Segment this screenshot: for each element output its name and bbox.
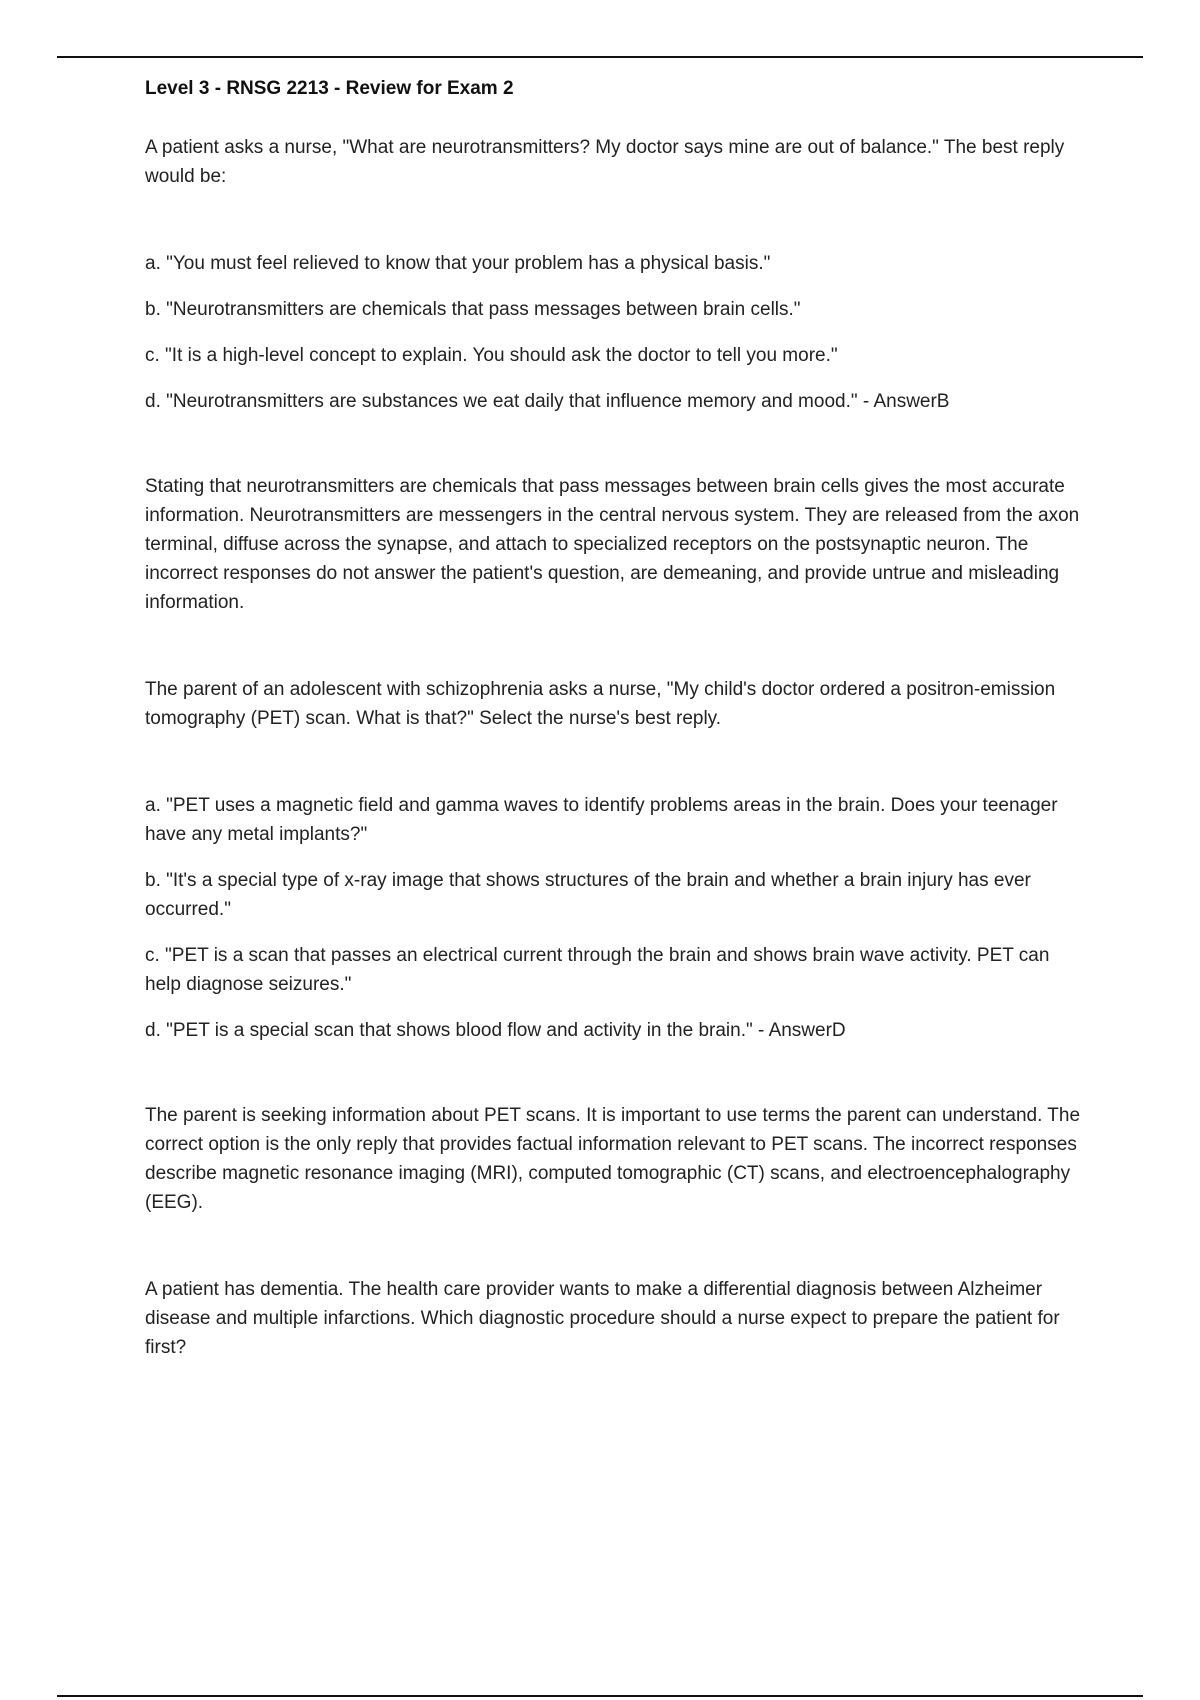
question-3 bbox=[145, 1275, 1090, 1362]
question-1-option-c: c. "It is a high-level concept to explain. You should ask the doctor to tell you more." bbox=[145, 345, 838, 366]
question-2-rationale: The parent is seeking information about PET scans. It is important to use terms the parent can understand. The correct option is the only reply that provides factual information relevant to PET scans. The incorrect responses describe magnetic resonance imaging (MRI), computed tomographic (CT) scans, and electroencephalography (EEG). bbox=[145, 1105, 1081, 1213]
question-1-option-a: a. "You must feel relieved to know that your problem has a physical basis." bbox=[145, 253, 771, 274]
question-1-options bbox=[145, 249, 1090, 416]
question-2-stem: The parent of an adolescent with schizophrenia asks a nurse, "My child's doctor ordered a positron-emission tomography (PET) scan. What is that?" Select the nurse's best reply. bbox=[145, 679, 1056, 729]
question-2-option-d: d. "PET is a special scan that shows blood flow and activity in the brain." - AnswerD bbox=[145, 1020, 846, 1041]
question-2 bbox=[145, 675, 1090, 1217]
question-2-option-a: a. "PET uses a magnetic field and gamma waves to identify problems areas in the brain. Does your teenager have any metal implants?" bbox=[145, 795, 1058, 845]
question-1-stem: A patient asks a nurse, "What are neurotransmitters? My doctor says mine are out of balance." The best reply would be: bbox=[145, 137, 1065, 187]
document-body bbox=[145, 74, 1090, 1420]
question-2-options bbox=[145, 791, 1090, 1045]
question-3-stem: A patient has dementia. The health care provider wants to make a differential diagnosis between Alzheimer disease and multiple infarctions. Which diagnostic procedure should a nurse expect to prepare the patient for first? bbox=[145, 1279, 1060, 1358]
question-2-option-b: b. "It's a special type of x-ray image that shows structures of the brain and whether a brain injury has ever occurred." bbox=[145, 870, 1031, 920]
question-1-rationale: Stating that neurotransmitters are chemicals that pass messages between brain cells gives the most accurate information. Neurotransmitters are messengers in the central nervous system. They are released from the axon terminal, diffuse across the synapse, and attach to specialized receptors on the postsynaptic neuron. The incorrect responses do not answer the patient's question, are demeaning, and provide untrue and misleading information. bbox=[145, 476, 1080, 613]
question-2-option-c: c. "PET is a scan that passes an electrical current through the brain and shows brain wave activity. PET can help diagnose seizures." bbox=[145, 945, 1050, 995]
document-title: Level 3 - RNSG 2213 - Review for Exam 2 bbox=[145, 78, 514, 99]
top-rule bbox=[57, 56, 1143, 58]
question-1-option-b: b. "Neurotransmitters are chemicals that pass messages between brain cells." bbox=[145, 299, 801, 320]
question-1 bbox=[145, 133, 1090, 617]
bottom-rule bbox=[57, 1695, 1143, 1697]
question-1-option-d: d. "Neurotransmitters are substances we eat daily that influence memory and mood." - AnswerB bbox=[145, 391, 950, 412]
